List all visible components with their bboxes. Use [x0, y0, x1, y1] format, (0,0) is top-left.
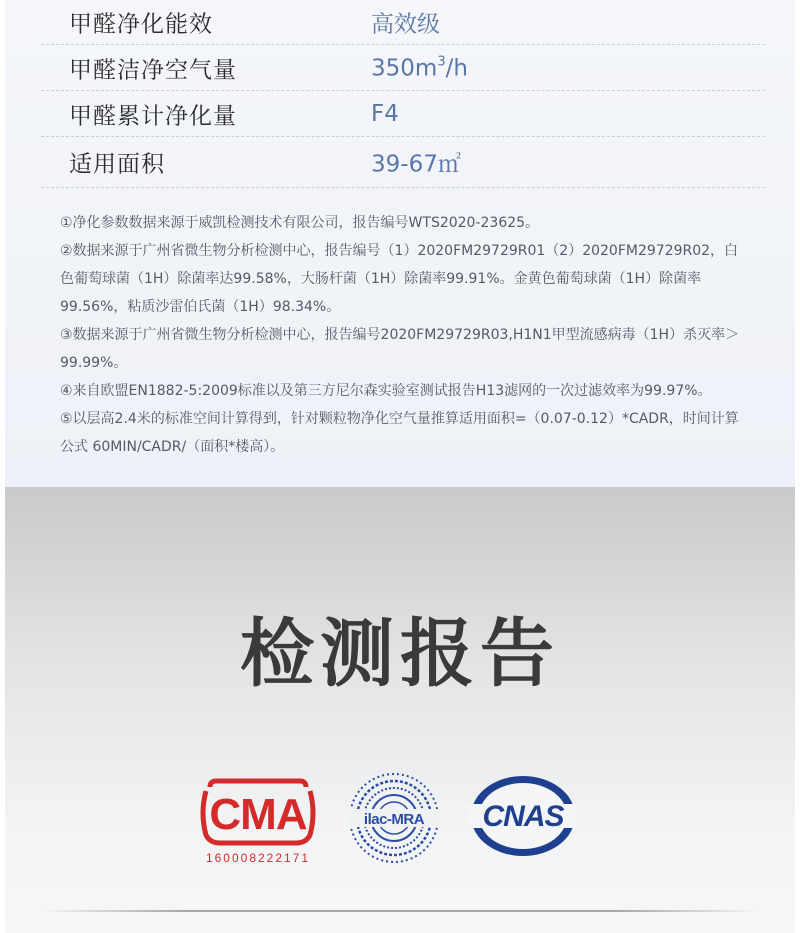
cma-icon: [200, 777, 316, 851]
spec-row: [41, 0, 765, 45]
footnotes: [60, 209, 740, 461]
ilac-mra-logo: [347, 771, 441, 865]
report-panel: [5, 487, 795, 933]
spec-label: 甲醛净化能效: [69, 11, 213, 38]
spec-row: [41, 137, 765, 188]
svg-text:CNAS: CNAS: [482, 800, 564, 833]
report-title: 检测报告: [240, 611, 560, 697]
footnote: ③数据来源于广州省微生物分析检测中心，报告编号2020FM29729R03,H1N1甲型流感病毒（1H）杀灭率＞99.99%。: [60, 327, 740, 371]
footnote: ②数据来源于广州省微生物分析检测中心，报告编号（1）2020FM29729R01（2）2020FM29729R02，白色葡萄球菌（1H）除菌率达99.58%，大肠杆菌（1H）除菌率99.91%。金黄色葡萄球菌（1H）除菌率99.56%，粘质沙雷伯氏菌（1H）98.34%。: [60, 243, 739, 315]
spec-value: F4: [371, 100, 399, 127]
spec-label: 甲醛累计净化量: [69, 103, 237, 129]
spec-label: 甲醛洁净空气量: [69, 57, 237, 83]
svg-text:CMA: CMA: [209, 790, 307, 839]
footnote: ①净化参数数据来源于威凯检测技术有限公司，报告编号WTS2020-23625。: [60, 215, 540, 231]
spec-table: [41, 0, 765, 188]
cnas-icon: [469, 774, 577, 858]
cma-logo: [200, 777, 316, 867]
cnas-logo: [469, 774, 577, 858]
spec-value: 39-67㎡: [371, 151, 461, 178]
spec-value: $350m^3/h$: [371, 54, 468, 81]
footnote: ⑤以层高2.4米的标准空间计算得到，针对颗粒物净化空气量推算适用面积=（0.07-0.12）*CADR，时间计算公式 60MIN/CADR/（面积*楼高）。: [60, 411, 739, 455]
spec-row: [41, 91, 765, 137]
cma-number: 160008222171: [205, 851, 311, 865]
svg-text:ilac-MRA: ilac-MRA: [363, 811, 425, 828]
spec-value: 高效级: [371, 11, 440, 38]
ilac-mra-icon: [347, 771, 441, 865]
certification-logos: [5, 777, 795, 877]
divider-line: [39, 910, 761, 912]
footnote: ④来自欧盟EN1882-5:2009标准以及第三方尼尔森实验室测试报告H13滤网的一次过滤效率为99.97%。: [60, 383, 712, 399]
spec-row: [41, 45, 765, 91]
specs-panel: [5, 0, 795, 487]
spec-label: 适用面积: [69, 151, 165, 178]
